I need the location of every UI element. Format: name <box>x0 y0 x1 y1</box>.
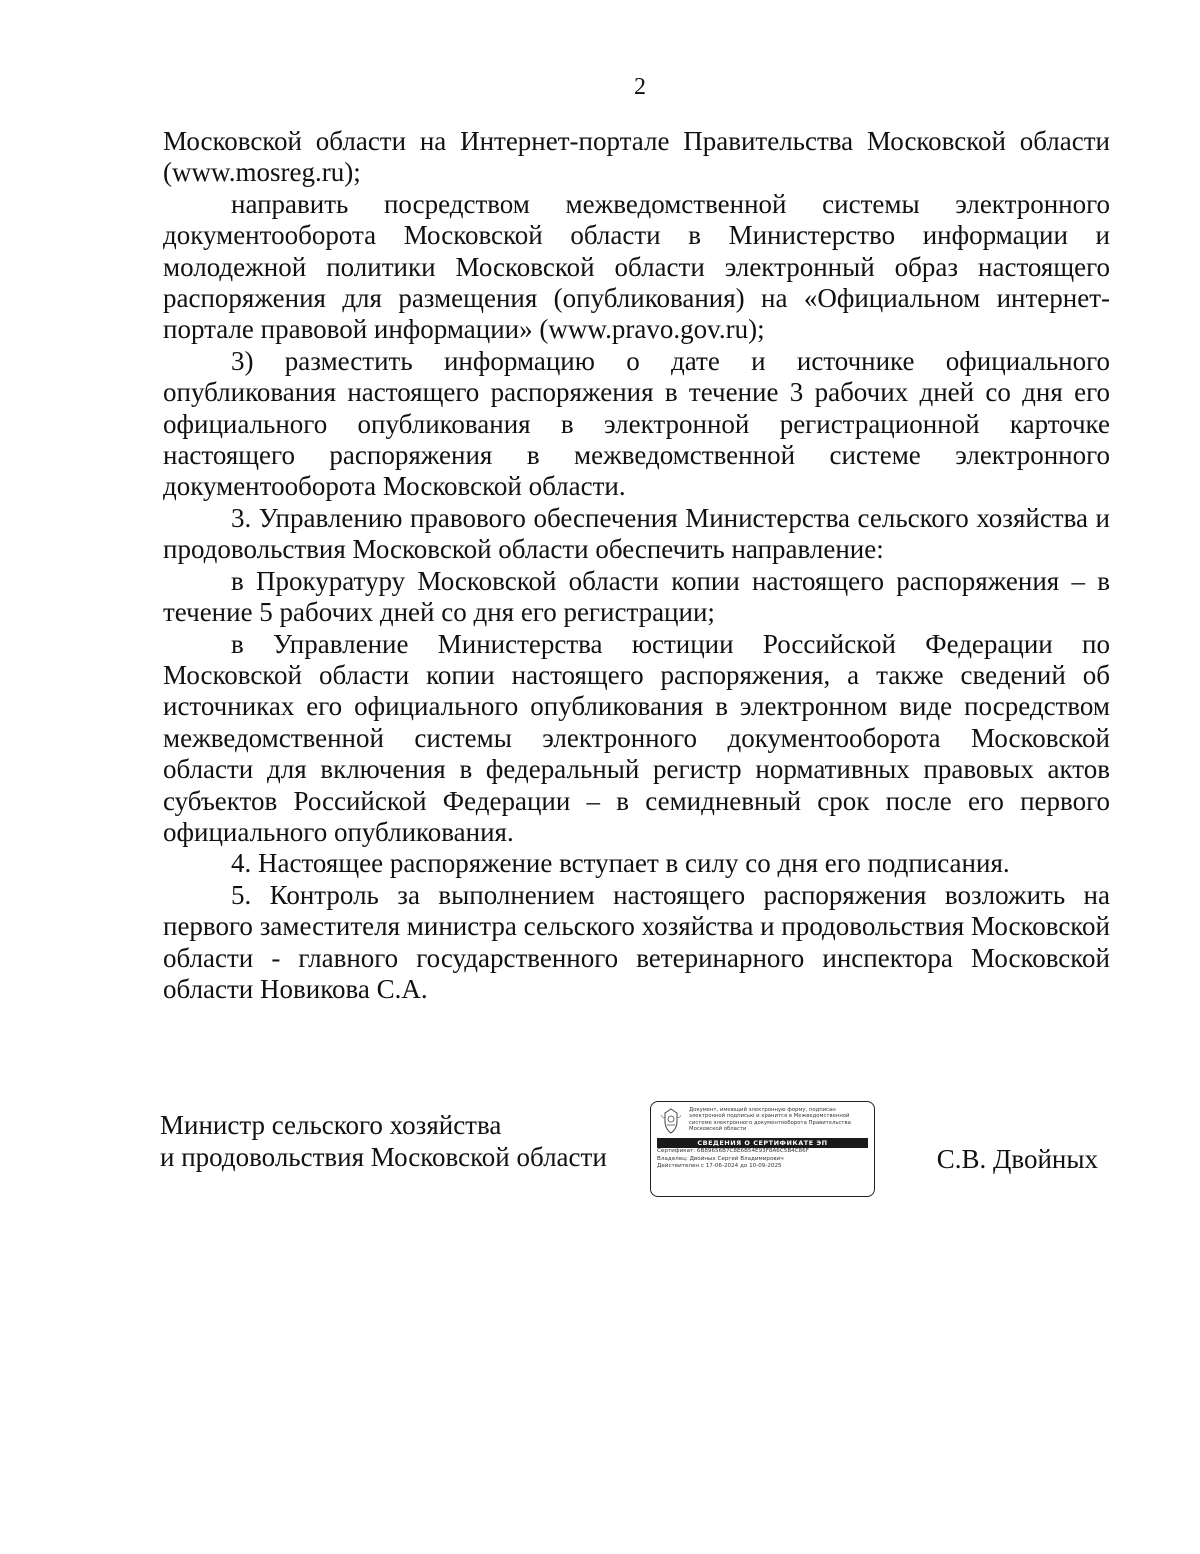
stamp-owner: Владелец: Двойных Сергей Владимирович <box>657 1155 784 1162</box>
electronic-signature-stamp <box>650 1101 875 1197</box>
signatory-position-line-2: и продовольствия Московской области <box>160 1142 607 1172</box>
paragraph: 4. Настоящее распоряжение вступает в силу со дня его подписания. <box>231 848 1010 879</box>
paragraph: в Управление Министерства юстиции Российской Федерации по Московской области копии настоящего распоряжения, а также сведений об источниках его официального опубликования в электронном виде посредством межведомственной системы электронного документооборота Московской области для включения в федеральный регистр нормативных правовых актов субъектов Российской Федерации – в семидневный срок после его первого официального опубликования. <box>163 628 1110 847</box>
paragraph: Московской области на Интернет-портале Правительства Московской области (www.mosreg.ru); <box>163 126 1110 188</box>
signature-block <box>160 1109 1110 1209</box>
stamp-validity: Действителен с 17-06-2024 до 10-09-2025 <box>657 1163 782 1170</box>
signatory-position <box>160 1109 607 1173</box>
stamp-top-row <box>657 1107 868 1135</box>
paragraph: направить посредством межведомственной системы электронного документооборота Московской области в Министерство информации и молодежной политики Московской области электронный образ настоящего распоряжения для размещения (опубликования) на «Официальном интернет-портале правовой информации» (www.pravo.gov.ru); <box>163 188 1110 345</box>
paragraph: 3) разместить информацию о дате и источнике официального опубликования настоящего распоряжения в течение 3 рабочих дней со дня его официального опубликования в электронной регистрационной карточке настоящего распоряжения в межведомственной системе электронного документооборота Московской области. <box>163 345 1110 502</box>
paragraph: 5. Контроль за выполнением настоящего распоряжения возложить на первого заместителя министра сельского хозяйства и продовольствия Московской области - главного государственного ветеринарного инспектора Московской области Новикова С.А. <box>163 879 1110 1004</box>
signatory-name: С.В. Двойных <box>936 1144 1098 1174</box>
coat-of-arms-icon <box>657 1107 685 1135</box>
stamp-header: СВЕДЕНИЯ О СЕРТИФИКАТЕ ЭП <box>657 1138 868 1148</box>
page-number: 2 <box>634 74 646 100</box>
paragraph: в Прокуратуру Московской области копии настоящего распоряжения – в течение 5 рабочих дней со дня его регистрации; <box>163 565 1110 628</box>
document-body <box>163 126 1110 1005</box>
stamp-certificate: Сертификат: 6B89656B7C8E6B54E93F8A6C5B4C86F <box>657 1148 809 1154</box>
stamp-notice: Документ, имеющий электронную форму, подписан электронной подписью и хранится в Межведомственной системе электронного документооборота Правительства Московской области <box>689 1107 851 1133</box>
paragraph: 3. Управлению правового обеспечения Министерства сельского хозяйства и продовольствия Московской области обеспечить направление: <box>163 502 1110 565</box>
signatory-position-line-1: Министр сельского хозяйства <box>160 1110 502 1140</box>
